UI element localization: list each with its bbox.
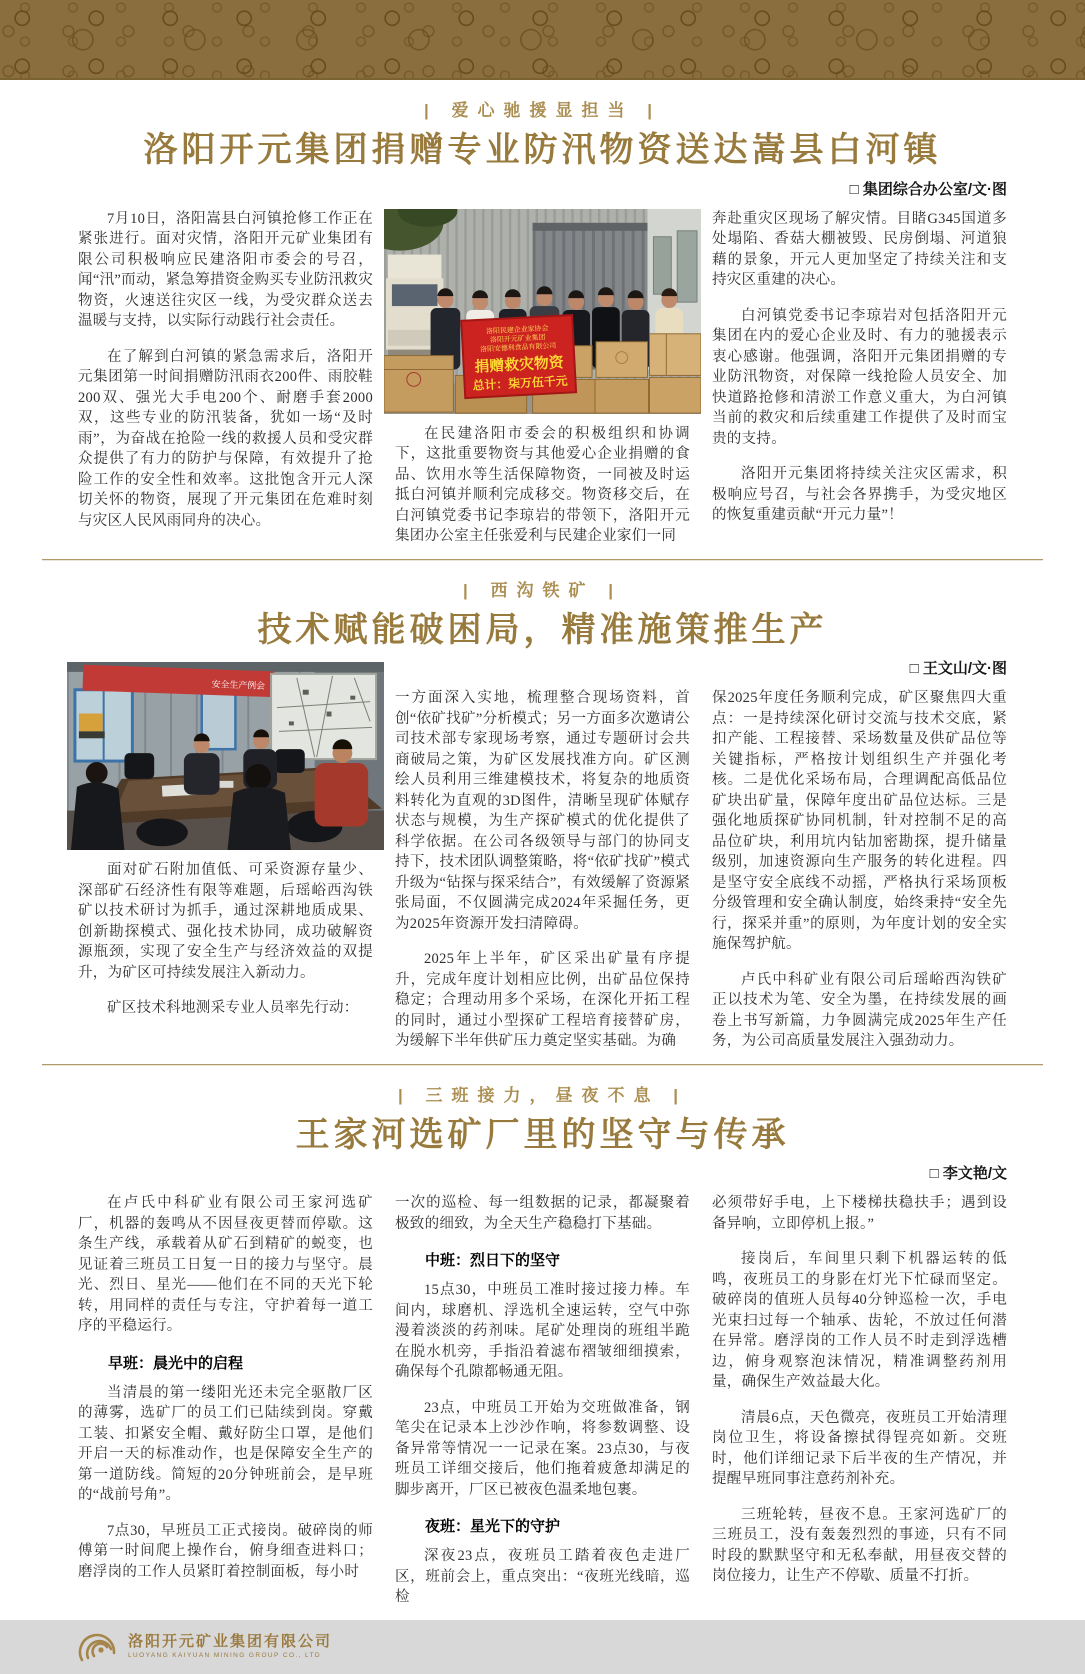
article2-title: 技术赋能破困局，精准施策推生产 xyxy=(257,609,828,650)
paragraph: 15点30，中班员工准时接过接力棒。车间内，球磨机、浮选机全速运转，空气中弥漫着淡淡的药剂味。尾矿处理岗的班组半跪在脱水机旁，手指沿着滤布褶皱细细摸索，确保每个孔隙都畅通无阻。 xyxy=(395,1282,690,1381)
paragraph: 清晨6点，天色微亮，夜班员工开始清理岗位卫生，将设备擦拭得锃亮如新。交班时，他们详细记录下后半夜的生产情况，并提醒早班同事注意药剂补充。 xyxy=(712,1409,1007,1488)
svg-text:总计：柒万伍千元: 总计：柒万伍千元 xyxy=(472,373,568,393)
paragraph: 接岗后，车间里只剩下机器运转的低鸣，夜班员工的身影在灯光下忙碌而坚定。破碎岗的值班人员每40分钟巡检一次，手电光束扫过每一个轴承、齿轮，不放过任何潜在异常。磨浮岗的工作人员不时走到浮选槽边，俯身观察泡沫情况，精准调整药剂用量，确保生产效益最大化。 xyxy=(712,1251,1007,1391)
svg-text:捐赠救灾物资: 捐赠救灾物资 xyxy=(474,354,565,376)
meeting-photo xyxy=(67,662,384,850)
paragraph: 深夜23点，夜班员工踏着夜色走进厂区，班前会上，重点突出：“夜班光线暗，巡检 xyxy=(395,1548,690,1606)
masthead-pattern-band xyxy=(0,0,1085,80)
article-xigou-iron-mine xyxy=(0,560,1085,1064)
article3-byline: □ 李文艳/文 xyxy=(929,1165,1007,1183)
svg-text:洛阳民建企业家协会: 洛阳民建企业家协会 xyxy=(485,323,549,335)
paragraph: 白河镇党委书记李琼岩对包括洛阳开元集团在内的爱心企业及时、有力的驰援表示衷心感谢。他强调，洛阳开元集团捐赠的专业防汛物资，对保障一线抢险人员安全、加快道路抢修和清淤工作意义重大，为白河镇当前的救灾和后续重建工作提供了及时而宝贵的支持。 xyxy=(712,307,1007,447)
article3-column-2 xyxy=(395,1193,690,1608)
article2-columns xyxy=(78,679,1007,1052)
article2-column-2 xyxy=(395,688,690,1052)
paragraph: 在了解到白河镇的紧急需求后，洛阳开元集团第一时间捐赠防汛雨衣200件、雨胶鞋200双、强光大手电200个、耐磨手套2000双，这些专业的防汛装备，犹如一场“及时雨”，为奋战在抢险一线的救援人员和受灾群众提供了有力的防护与保障，有效提升了抢险工作的安全性和效率。这批饱含开元人深切关怀的物资，展现了开元集团在危难时刻与灾区人民风雨同舟的决心。 xyxy=(78,348,373,529)
article-wangjiahe-plant xyxy=(0,1065,1085,1620)
article3-columns xyxy=(78,1193,1007,1608)
article1-column-3 xyxy=(712,209,1007,547)
paragraph: 矿区技术科地测采专业人员率先行动： xyxy=(107,1000,359,1017)
paragraph: 卢氏中科矿业有限公司后瑶峪西沟铁矿正以技术为笔、安全为墨，在持续发展的画卷上书写新篇，力争圆满完成2025年生产任务，为公司高质量发展注入强劲动力。 xyxy=(712,971,1007,1050)
company-name-cn: 洛阳开元矿业集团有限公司 xyxy=(128,1632,333,1650)
article1-title: 洛阳开元集团捐赠专业防汛物资送达嵩县白河镇 xyxy=(143,130,942,170)
page-footer xyxy=(0,1620,1085,1674)
paragraph: 在卢氏中科矿业有限公司王家河选矿厂，机器的轰鸣从不因昼夜更替而停歇。这条生产线，承载着从矿石到精矿的蜕变，也见证着三班员工日复一日的接力与坚守。晨光、烈日、星光——他们在不同的天光下轮转，用同样的责任与专注，守护着每一道工序的平稳运行。 xyxy=(78,1195,373,1335)
excavator xyxy=(79,714,103,732)
article2-column-3 xyxy=(712,688,1007,1052)
subhead-night-shift: 夜班：星光下的守护 xyxy=(425,1518,561,1536)
article1-kicker: | 爱心驰援显担当 | xyxy=(424,101,661,120)
paragraph: 7点30，早班员工正式接岗。破碎岗的师傅第一时间爬上操作台，俯身细查进料口；磨浮岗的工作人员紧盯着控制面板，每小时 xyxy=(78,1522,373,1580)
subhead-morning-shift: 早班：晨光中的启程 xyxy=(108,1354,244,1372)
company-name-block xyxy=(128,1633,332,1660)
paragraph: 必须带好手电，上下楼梯扶稳扶手；遇到设备异响，立即停机上报。” xyxy=(712,1195,1007,1232)
article1-columns xyxy=(78,209,1007,547)
article-flood-relief xyxy=(0,80,1085,559)
paragraph: 7月10日，洛阳嵩县白河镇抢修工作正在紧张进行。面对灾情，洛阳开元矿业集团有限公司积极响应民建洛阳市委会的号召，闻“汛”而动，紧急筹措资金购买专业防汛救灾物资，火速送往灾区一线，为受灾群众送去温暖与支持，以实际行动践行社会责任。 xyxy=(78,210,373,329)
window xyxy=(75,690,132,761)
paragraph: 在民建洛阳市委会的积极组织和协调下，这批重要物资与其他爱心企业捐赠的食品、饮用水等生活保障物资，一同被及时运抵白河镇并顺利完成移交。物资移交后，在白河镇党委书记李琼岩的带领下，洛阳开元集团办公室主任张爱利与民建企业家们一同 xyxy=(395,425,690,545)
paragraph: 三班轮转，昼夜不息。王家河选矿厂的三班员工，没有轰轰烈烈的事迹，只有不同时段的默默坚守和无私奉献，用昼夜交替的岗位接力，让生产不停歇、质量不打折。 xyxy=(712,1506,1007,1585)
company-name-en: LUOYANG KAIYUAN MINING GROUP CO., LTD xyxy=(128,1651,322,1659)
paragraph: 保2025年度任务顺利完成，矿区聚焦四大重点：一是持续深化研讨交流与技术交底，紧扣产能、工程接替、采场数量及供矿品位等关键指标，严格按计划组织生产并强化考核。二是优化采场布局，合理调配高低品位矿块出矿量，保障年度出矿品位达标。三是强化地质探矿协同机制，针对控制不足的高品位矿块，利用坑内钻加密勘探，提升储量级别，加速资源向生产服务的转化进程。四是坚守安全底线不动摇，严格执行采场顶板分级管理和安全确认制度，始终秉持“安全先行，探采并重”的原则，为年度计划的安全实施保驾护航。 xyxy=(712,690,1007,953)
article2-column-1 xyxy=(78,679,373,1052)
svg-text:洛阳安德利食品有限公司: 洛阳安德利食品有限公司 xyxy=(479,341,557,354)
article3-column-1 xyxy=(78,1193,373,1608)
paragraph: 奔赴重灾区现场了解灾情。目睹G345国道多处塌陷、香菇大棚被毁、民房倒塌、河道狼藉的景象，开元人更加坚定了持续关注和支持灾区重建的决心。 xyxy=(712,210,1007,288)
paragraph: 洛阳开元集团将持续关注灾区需求，积极响应号召，与社会各界携手，为受灾地区的恢复重建贡献“开元力量”！ xyxy=(712,466,1007,523)
projector-screen xyxy=(271,674,376,759)
paragraph: 一方面深入实地，梳理整合现场资料，首创“依矿找矿”分析模式；另一方面多次邀请公司技术部专家现场考察，通过专题研讨会共商破局之策，为矿区发展找准方向。矿区测绘人员利用三维建模技术，将复杂的地质资料转化为直观的3D图件，清晰呈现矿体赋存状态与规模，为生产探矿模式的优化提供了科学依据。在公司各级领导与部门的协同支持下，技术团队调整策略，将“依矿找矿”模式升级为“钻探与探采结合”，有效缓解了资源紧张局面，不仅圆满完成2024年采掘任务，更为2025年资源开发扫清障碍。 xyxy=(395,690,690,932)
paragraph: 面对矿石附加值低、可采资源存量少、深部矿石经济性有限等难题，后瑶峪西沟铁矿以技术研讨为抓手，通过深耕地质成果、创新勘探模式、强化技术协同，成功破解资源瓶颈，实现了安全生产与经济效益的双提升，为矿区可持续发展注入新动力。 xyxy=(78,862,373,981)
svg-text:洛阳开元矿业集团: 洛阳开元矿业集团 xyxy=(489,332,546,344)
svg-text:安全生产例会: 安全生产例会 xyxy=(211,679,266,691)
article3-kicker: | 三班接力，昼夜不息 | xyxy=(398,1085,687,1105)
paragraph: 一次的巡检、每一组数据的记录，都凝聚着极致的细致，为全天生产稳稳打下基础。 xyxy=(395,1195,690,1232)
article3-column-3 xyxy=(712,1193,1007,1608)
paragraph: 2025年上半年，矿区采出矿量有序提升，完成年度计划相应比例，出矿品位保持稳定；合理动用多个采场，在深化开拓工程的同时，通过小型探矿工程培育接替矿房，为缓解下半年供矿压力奠定坚实基础。为确 xyxy=(395,951,690,1050)
article3-title: 王家河选矿厂里的坚守与传承 xyxy=(295,1114,790,1155)
article2-kicker: | 西沟铁矿 | xyxy=(463,580,622,600)
article1-column-1 xyxy=(78,209,373,547)
paragraph: 23点，中班员工开始为交班做准备，钢笔尖在记录本上沙沙作响，将参数调整、设备异常等情况一一记录在案。23点30，与夜班员工详细交接后，他们拖着疲惫却满足的脚步离开，厂区已被夜色温柔地包裹。 xyxy=(395,1399,690,1498)
company-logo-icon xyxy=(78,1627,118,1667)
paragraph: 当清晨的第一缕阳光还未完全驱散厂区的薄雾，选矿厂的员工们已陆续到岗。穿戴工装、扣紧安全帽、戴好防尘口罩，是他们开启一天的标准动作，也是保障安全生产的第一道防线。简短的20分钟班前会，是早班的“战前号角”。 xyxy=(78,1384,373,1504)
subhead-middle-shift: 中班：烈日下的坚守 xyxy=(425,1252,561,1270)
donation-sign xyxy=(461,315,576,398)
article1-column-2 xyxy=(395,209,690,547)
article1-byline: □ 集团综合办公室/文·图 xyxy=(849,180,1007,198)
donation-photo xyxy=(384,209,701,414)
article2-byline: □ 王文山/文·图 xyxy=(909,660,1007,678)
